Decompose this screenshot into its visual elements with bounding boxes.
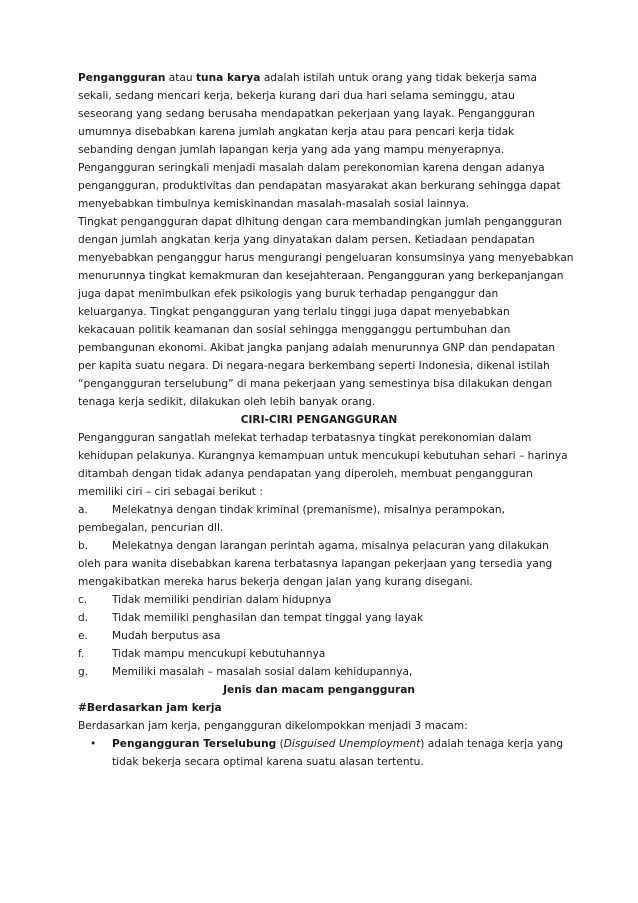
section-heading: CIRI-CIRI PENGANGGURAN xyxy=(240,414,398,426)
paragraph-line: Pengangguran sangatlah melekat terhadap terbatasnya tingkat perekonomian dalam xyxy=(78,432,532,444)
paragraph-line: keluarganya. Tingkat pengangguran yang terlalu tinggi juga dapat menyebabkan xyxy=(78,306,510,318)
paragraph-line: dengan jumlah angkatan kerja yang dinyatakan dalam persen. Ketiadaan pendapatan xyxy=(78,234,535,246)
text-span: atau xyxy=(165,72,196,84)
paragraph-line: menurunnya tingkat kemakmuran dan kesejahteraan. Pengangguran yang berkepanjangan xyxy=(78,270,564,282)
paragraph-line: pengangguran, produktivitas dan pendapatan masyarakat akan berkurang sehingga dapat xyxy=(78,180,561,192)
paragraph-line: seseorang yang sedang berusaha mendapatkan pekerjaan yang layak. Pengangguran xyxy=(78,108,535,120)
italic-term: Disguised Unemployment xyxy=(283,738,421,750)
list-item-text: Mudah berputus asa xyxy=(112,630,221,642)
list-marker: c. xyxy=(78,594,88,606)
paragraph-line: sekali, sedang mencari kerja, bekerja kurang dari dua hari selama seminggu, atau xyxy=(78,90,515,102)
paragraph-line: menyebabkan timbulnya kemiskinandan masalah-masalah sosial lainnya. xyxy=(78,198,470,210)
paragraph-line: Pengangguran seringkali menjadi masalah dalam perekonomian karena dengan adanya xyxy=(78,162,545,174)
list-item-continuation: pembegalan, pencurian dll. xyxy=(78,522,224,534)
paragraph-line: memiliki ciri – ciri sebagai berikut : xyxy=(78,486,263,498)
bullet-item-text xyxy=(112,735,563,753)
list-item-text: Memiliki masalah – masalah sosial dalam kehidupannya, xyxy=(112,666,413,678)
bold-term: Pengangguran xyxy=(78,72,166,84)
paragraph-line: Berdasarkan jam kerja, pengangguran dikelompokkan menjadi 3 macam: xyxy=(78,720,468,732)
list-item-text: Tidak memiliki pendirian dalam hidupnya xyxy=(112,594,332,606)
text-span: adalah istilah untuk orang yang tidak bekerja sama xyxy=(260,72,537,84)
list-item-continuation: mengakibatkan mereka harus bekerja dengan jalan yang kurang disegani. xyxy=(78,576,473,588)
paragraph-line xyxy=(78,69,564,87)
paragraph-line: “pengangguran terselubung” di mana pekerjaan yang semestinya bisa dilakukan dengan xyxy=(78,378,553,390)
text-span: ( xyxy=(276,738,284,750)
bold-term: tuna karya xyxy=(195,72,261,84)
paragraph-line: umumnya disebabkan karena jumlah angkatan kerja atau para pencari kerja tidak xyxy=(78,126,515,138)
list-item-continuation: oleh para wanita disebabkan karena terbatasnya lapangan pekerjaan yang tersedia yang xyxy=(78,558,553,570)
text-span: ) adalah tenaga kerja yang xyxy=(420,738,564,750)
subheading: #Berdasarkan jam kerja xyxy=(78,702,222,714)
list-marker: d. xyxy=(78,612,89,624)
paragraph-line: sebanding dengan jumlah lapangan kerja yang ada yang mampu menyerapnya. xyxy=(78,144,505,156)
list-item-text: Melekatnya dengan larangan perintah agama, misalnya pelacuran yang dilakukan xyxy=(112,540,549,552)
list-marker: e. xyxy=(78,630,88,642)
bullet-item-continuation: tidak bekerja secara optimal karena suatu alasan tertentu. xyxy=(112,756,424,768)
paragraph-line: per kapita suatu negara. Di negara-negara berkembang seperti Indonesia, dikenal istilah xyxy=(78,360,550,372)
paragraph-line: kekacauan politik keamanan dan sosial sehingga mengganggu pertumbuhan dan xyxy=(78,324,511,336)
list-item-text: Tidak memiliki penghasilan dan tempat tinggal yang layak xyxy=(112,612,424,624)
bold-term: Pengangguran Terselubung xyxy=(112,738,277,750)
paragraph-line: juga dapat menimbulkan efek psikologis yang buruk terhadap penganggur dan xyxy=(78,288,499,300)
list-marker: g. xyxy=(78,666,89,678)
paragraph-line: tenaga kerja sedikit, dilakukan oleh lebih banyak orang. xyxy=(78,396,376,408)
paragraph-line: Tingkat pengangguran dapat dihitung dengan cara membandingkan jumlah pengangguran xyxy=(78,216,563,228)
list-item-text: Tidak mampu mencukupi kebutuhannya xyxy=(112,648,326,660)
paragraph-line: pembangunan ekonomi. Akibat jangka panjang adalah menurunnya GNP dan pendapatan xyxy=(78,342,556,354)
list-item-text: Melekatnya dengan tindak kriminal (premanisme), misalnya perampokan, xyxy=(112,504,505,516)
bullet-icon: • xyxy=(90,738,97,750)
list-marker: b. xyxy=(78,540,89,552)
paragraph-line: kehidupan pelakunya. Kurangnya kemampuan untuk mencukupi kebutuhan sehari – harinya xyxy=(78,450,568,462)
paragraph-line: ditambah dengan tidak adanya pendapatan yang diperoleh, membuat pengangguran xyxy=(78,468,533,480)
paragraph-line: menyebabkan penganggur harus mengurangi pengeluaran konsumsinya yang menyebabkan xyxy=(78,252,574,264)
list-marker: f. xyxy=(78,648,85,660)
section-heading: Jenis dan macam pengangguran xyxy=(223,684,415,696)
list-marker: a. xyxy=(78,504,88,516)
